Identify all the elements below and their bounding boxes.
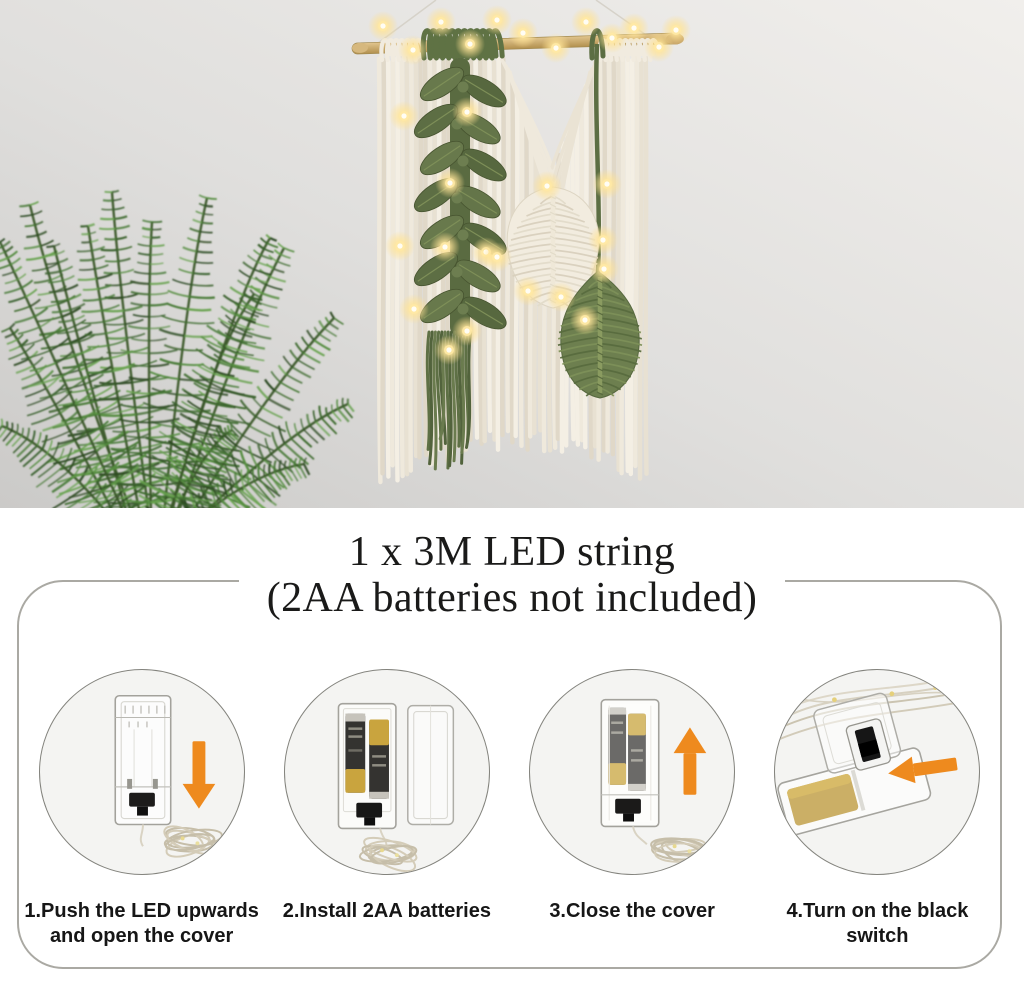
step1-illustration <box>40 670 244 874</box>
heading-line-2: (2AA batteries not included) <box>266 575 758 621</box>
step-2 <box>264 669 509 948</box>
battery-case-cover <box>408 706 454 825</box>
step-3 <box>510 669 755 948</box>
battery-case-with-batteries <box>601 700 658 845</box>
light-string-coil <box>651 836 712 872</box>
step-1 <box>19 669 264 948</box>
step-3-photo <box>529 669 735 875</box>
step3-illustration <box>530 670 734 874</box>
instructions-card <box>17 580 1002 969</box>
light-string-coil <box>359 833 419 874</box>
battery-case-closed <box>115 696 170 847</box>
caption-line: 1.Push the LED upwards <box>24 900 259 922</box>
step-1-photo <box>39 669 245 875</box>
step4-illustration <box>775 670 979 874</box>
light-string-coil <box>160 821 222 861</box>
aa-battery <box>369 720 389 799</box>
arrow-up-icon <box>674 727 707 794</box>
step-3-caption <box>510 899 755 924</box>
heading-box <box>239 529 786 621</box>
step-1-caption <box>19 899 264 948</box>
black-switch <box>615 799 641 814</box>
black-switch <box>129 793 155 807</box>
step2-illustration <box>285 670 489 874</box>
step-4 <box>755 669 1000 948</box>
caption-line: 4.Turn on the black <box>786 900 969 922</box>
step-2-photo <box>284 669 490 875</box>
product-heading <box>0 529 1024 621</box>
heading-line-1: 1 x 3M LED string <box>348 529 676 575</box>
caption-line: 3.Close the cover <box>549 900 715 922</box>
steps-row <box>19 669 1000 948</box>
step-4-photo <box>774 669 980 875</box>
black-switch <box>356 803 382 818</box>
step-4-caption <box>755 899 1000 948</box>
step-2-caption <box>264 899 509 924</box>
caption-line: and open the cover <box>49 924 234 947</box>
arrow-down-icon <box>182 741 215 808</box>
aa-battery <box>345 714 365 793</box>
battery-case-open <box>338 704 395 829</box>
caption-line: switch <box>846 924 909 947</box>
caption-line: 2.Install 2AA batteries <box>282 900 491 922</box>
